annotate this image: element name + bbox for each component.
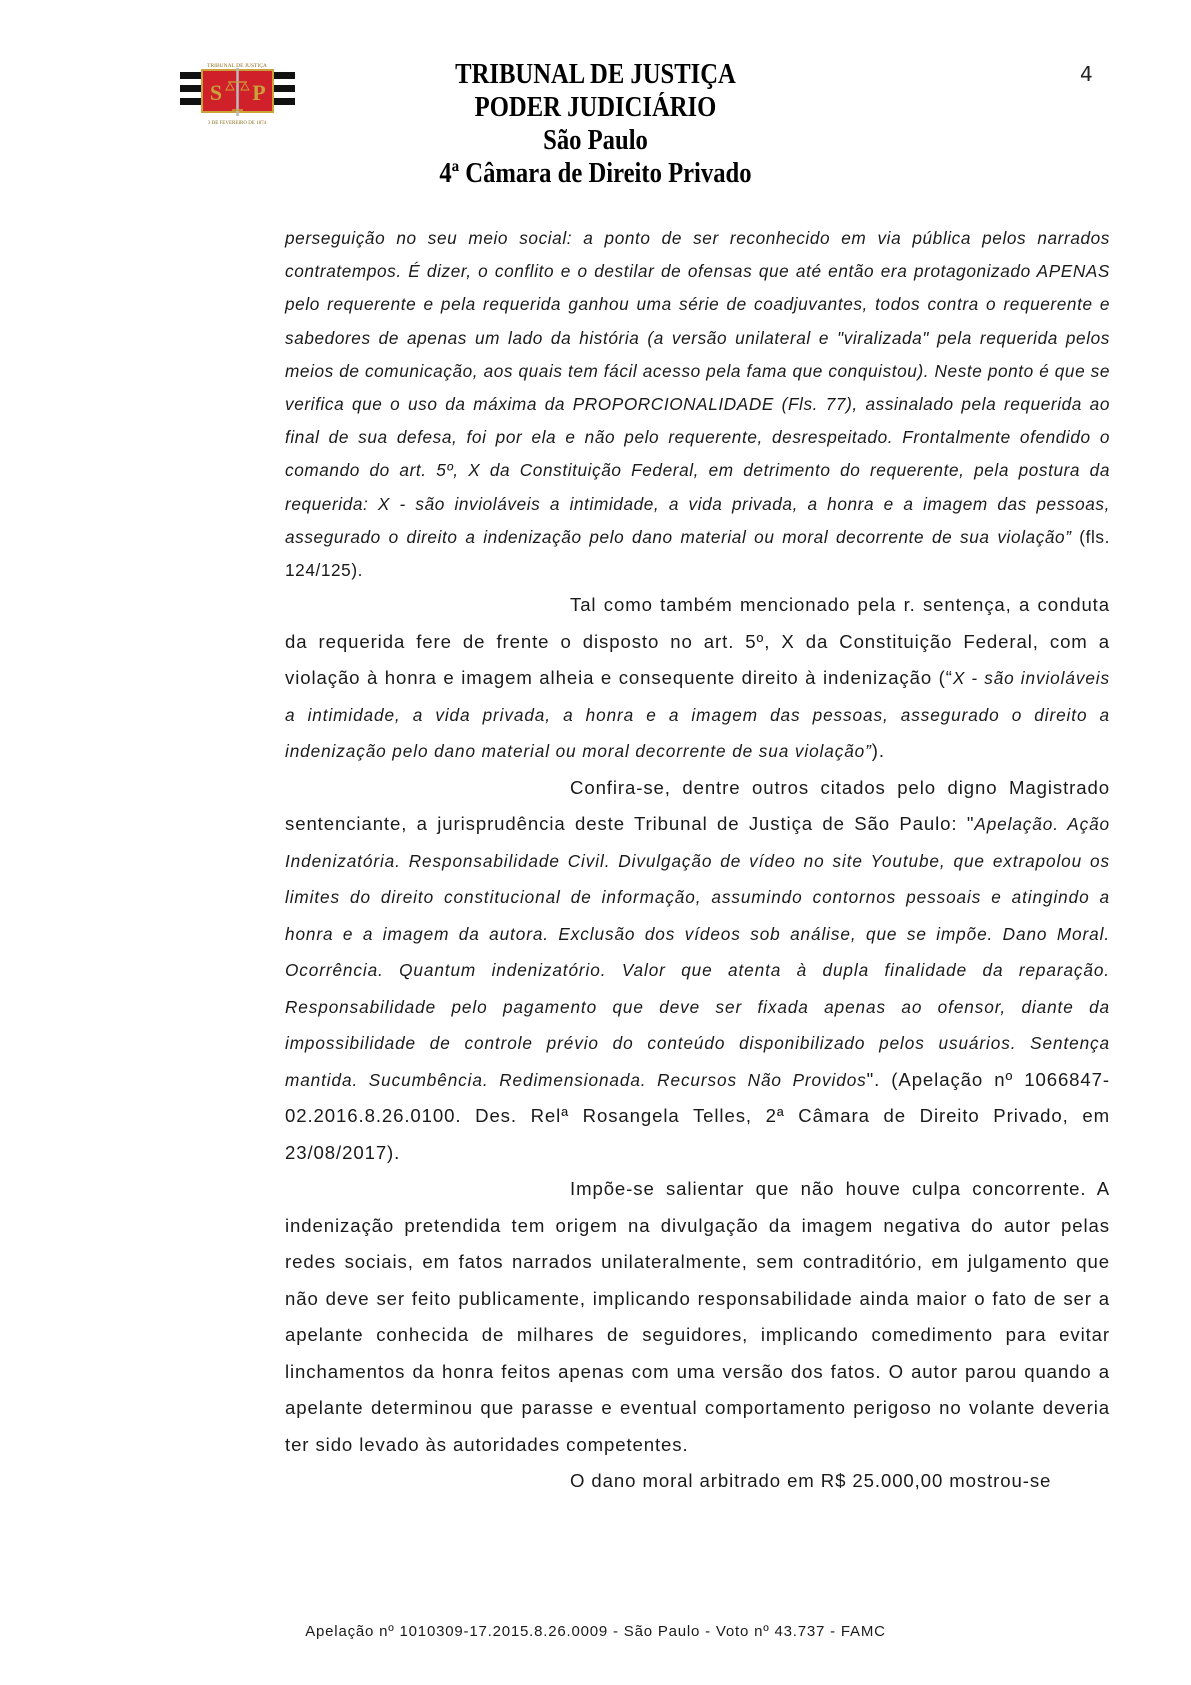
header-chamber: 4ª Câmara de Direito Privado bbox=[439, 158, 752, 189]
logo-top-text: TRIBUNAL DE JUSTIÇA bbox=[207, 63, 267, 69]
header-branch: PODER JUDICIÁRIO bbox=[474, 92, 717, 123]
paragraph-quote-continuation bbox=[285, 222, 1110, 587]
logo-bottom-text: 3 DE FEVEREIRO DE 1874 bbox=[207, 121, 267, 126]
jurisprudence-quote: Apelação. Ação Indenizatória. Responsabilidade Civil. Divulgação de vídeo no site Youtube, que extrapolou os limites do direito constitucional de informação, assumindo contornos pessoais e atingindo a honra e a imagem da autora. Exclusão dos vídeos sob análise, que se impõe. Dano Moral. Ocorrência. Quantum indenizatório. Valor que atenta à dupla finalidade da reparação. Responsabilidade pelo pagamento que deve ser fixada apenas ao ofensor, diante da impossibilidade de controle prévio do conteúdo disponibilizado pelos usuários. Sentença mantida. Sucumbência. Redimensionada. Recursos Não Providos bbox=[285, 814, 1110, 1090]
paragraph-text: Confira-se, dentre outros citados pelo digno Magistrado sentenciante, a jurisprudência deste Tribunal de Justiça de São Paulo: " bbox=[285, 776, 1110, 835]
logo-letter-s: S bbox=[209, 80, 223, 105]
logo-letter-p: P bbox=[252, 80, 266, 105]
document-body bbox=[285, 222, 1110, 1500]
case-citation: ". (Apelação nº 1066847-02.2016.8.26.0100. Des. Relª Rosangela Telles, 2ª Câmara de Direito Privado, em 23/08/2017). bbox=[285, 1068, 1110, 1163]
document-header bbox=[0, 58, 1191, 190]
quoted-text: perseguição no seu meio social: a ponto de ser reconhecido em via pública pelos narrados contratempos. É dizer, o conflito e o destilar de ofensas que até então era protagonizado APENAS pelo requerente e pela requerida ganhou uma série de coadjuvantes, todos contra o requerente e sabedores de apenas um lado da história (a versão unilateral e "viralizada" pela requerida pelos meios de comunicação, aos quais tem fácil acesso pela fama que conquistou). Neste ponto é que se verifica que o uso da máxima da PROPORCIONALIDADE (Fls. 77), assinalado pela requerida ao final de sua defesa, foi por ela e não pelo requerente, desrespeitado. Frontalmente ofendido o comando do art. 5º, X da Constituição Federal, em detrimento do requerente, pela postura da requerida: X - são invioláveis a intimidade, a vida privada, a honra e a imagem das pessoas, assegurado o direito a indenização pelo dano material ou moral decorrente de sua violação” bbox=[285, 228, 1110, 547]
header-court-name: TRIBUNAL DE JUSTIÇA bbox=[455, 59, 736, 90]
citation: (fls. 124/125). bbox=[285, 526, 1110, 581]
paragraph-sentence-reference bbox=[285, 587, 1110, 770]
paragraph-text: Tal como também mencionado pela r. sentença, a conduta da requerida fere de frente o disposto no art. 5º, X da Constituição Federal, com a violação à honra e imagem alheia e consequente direito à indenização (“ bbox=[285, 594, 1110, 689]
paragraph-no-concurrent-fault: Impõe-se salientar que não houve culpa concorrente. A indenização pretendida tem origem na divulgação da imagem negativa do autor pelas redes sociais, em fatos narrados unilateralmente, sem contraditório, em julgamento que não deve ser feito publicamente, implicando responsabilidade ainda maior o fato de ser a apelante conhecida de milhares de seguidores, implicando comedimento para evitar linchamentos da honra feitos apenas com uma versão dos fatos. O autor parou quando a apelante determinou que parasse e eventual comportamento perigoso no volante deveria ter sido levado às autoridades competentes. bbox=[285, 1178, 1110, 1455]
paragraph-moral-damage: O dano moral arbitrado em R$ 25.000,00 mostrou-se bbox=[570, 1470, 1052, 1492]
paragraph-end: ). bbox=[871, 740, 885, 762]
header-city: São Paulo bbox=[543, 125, 648, 156]
constitution-quote: X - são invioláveis a intimidade, a vida privada, a honra e a imagem das pessoas, assegurado o direito a indenização pelo dano material ou moral decorrente de sua violação” bbox=[285, 668, 1110, 762]
page-footer: Apelação nº 1010309-17.2015.8.26.0009 - São Paulo - Voto nº 43.737 - FAMC bbox=[305, 1623, 886, 1640]
paragraph-jurisprudence bbox=[285, 770, 1110, 1172]
page-number: 4 bbox=[1080, 62, 1093, 86]
